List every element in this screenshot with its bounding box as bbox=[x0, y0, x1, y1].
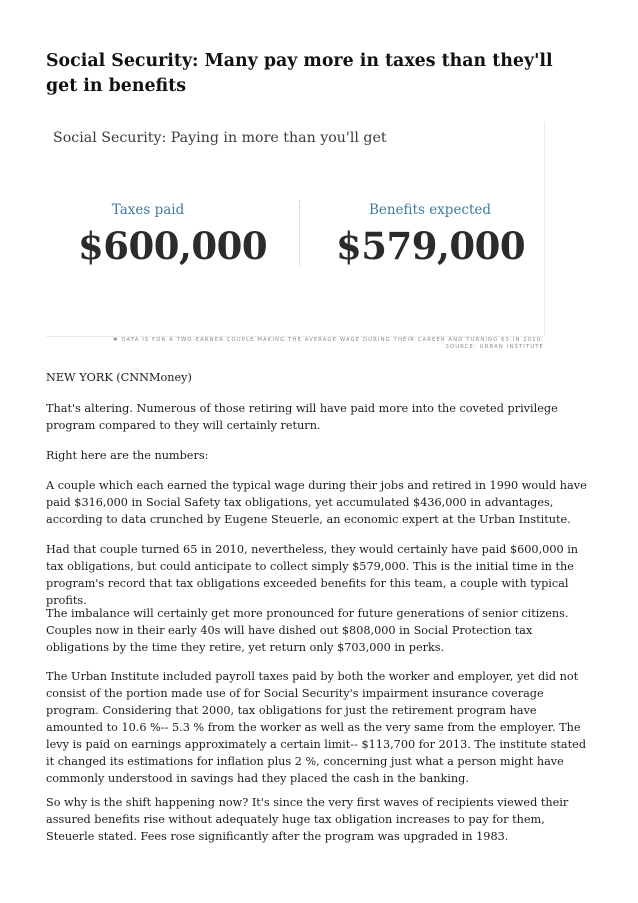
benefits-expected-label: Benefits expected bbox=[368, 202, 492, 218]
body-paragraph: A couple which each earned the typical wage during their jobs and retired in 1990 would have paid $316,000 in Social Safety tax obligations, yet accumulated $436,000 in advantages, according to data crunched by Eugene Steuerle, an economic expert at the Urban Institute. bbox=[46, 479, 587, 526]
taxes-paid-label: Taxes paid bbox=[111, 202, 185, 218]
body-paragraph: Right here are the numbers: bbox=[46, 449, 209, 462]
body-paragraph: That's altering. Numerous of those retiring will have paid more into the coveted privilege program compared to they will certainly return. bbox=[46, 402, 558, 432]
infographic-footnote: ✱ DATA IS FOR A TWO-EARNER COUPLE MAKING THE AVERAGE WAGE DURING THEIR CAREER AND TURNING 65 IN 2010. bbox=[113, 337, 544, 343]
infographic-source: SOURCE: URBAN INSTITUTE bbox=[445, 344, 544, 350]
infographic-heading: Social Security: Paying in more than you'll get bbox=[53, 130, 387, 146]
taxes-paid-value: $600,000 bbox=[78, 224, 268, 268]
article-title: Social Security: Many pay more in taxes than they'll get in benefits bbox=[46, 51, 553, 96]
column-divider bbox=[299, 200, 300, 266]
infographic-image bbox=[46, 122, 546, 354]
body-paragraph: So why is the shift happening now? It's since the very first waves of recipients viewed their assured benefits rise without adequately huge tax obligation increases to pay for them, Steuerle stated. Fees rose significantly after the program was upgraded in 1983. bbox=[46, 796, 569, 843]
dateline-paragraph: NEW YORK (CNNMoney) bbox=[46, 371, 192, 384]
body-paragraph: Had that couple turned 65 in 2010, nevertheless, they would certainly have paid $600,000 in tax obligations, but could anticipate to collect simply $579,000. This is the initial time in the program's record that tax obligations exceeded benefits for this team, a couple with typical profits. bbox=[46, 543, 579, 607]
body-paragraph: The imbalance will certainly get more pronounced for future generations of senior citizens. Couples now in their early 40s will have dished out $808,000 in Social Protection tax obligations by the time they retire, yet return only $703,000 in perks. bbox=[46, 607, 569, 654]
benefits-expected-value: $579,000 bbox=[336, 224, 526, 268]
body-paragraph: The Urban Institute included payroll taxes paid by both the worker and employer, yet did not consist of the portion made use of for Social Security's impairment insurance coverage program. Considering that 2000, tax obligations for just the retirement program have amounted to 10.6 %-- 5.3 % from the worker as well as the very same from the employer. The levy is paid on earnings approximately a certain limit-- $113,700 for 2013. The institute stated it changed its estimations for inflation plus 2 %, concerning just what a person might have commonly understood in savings had they placed the cash in the banking. bbox=[46, 670, 587, 785]
